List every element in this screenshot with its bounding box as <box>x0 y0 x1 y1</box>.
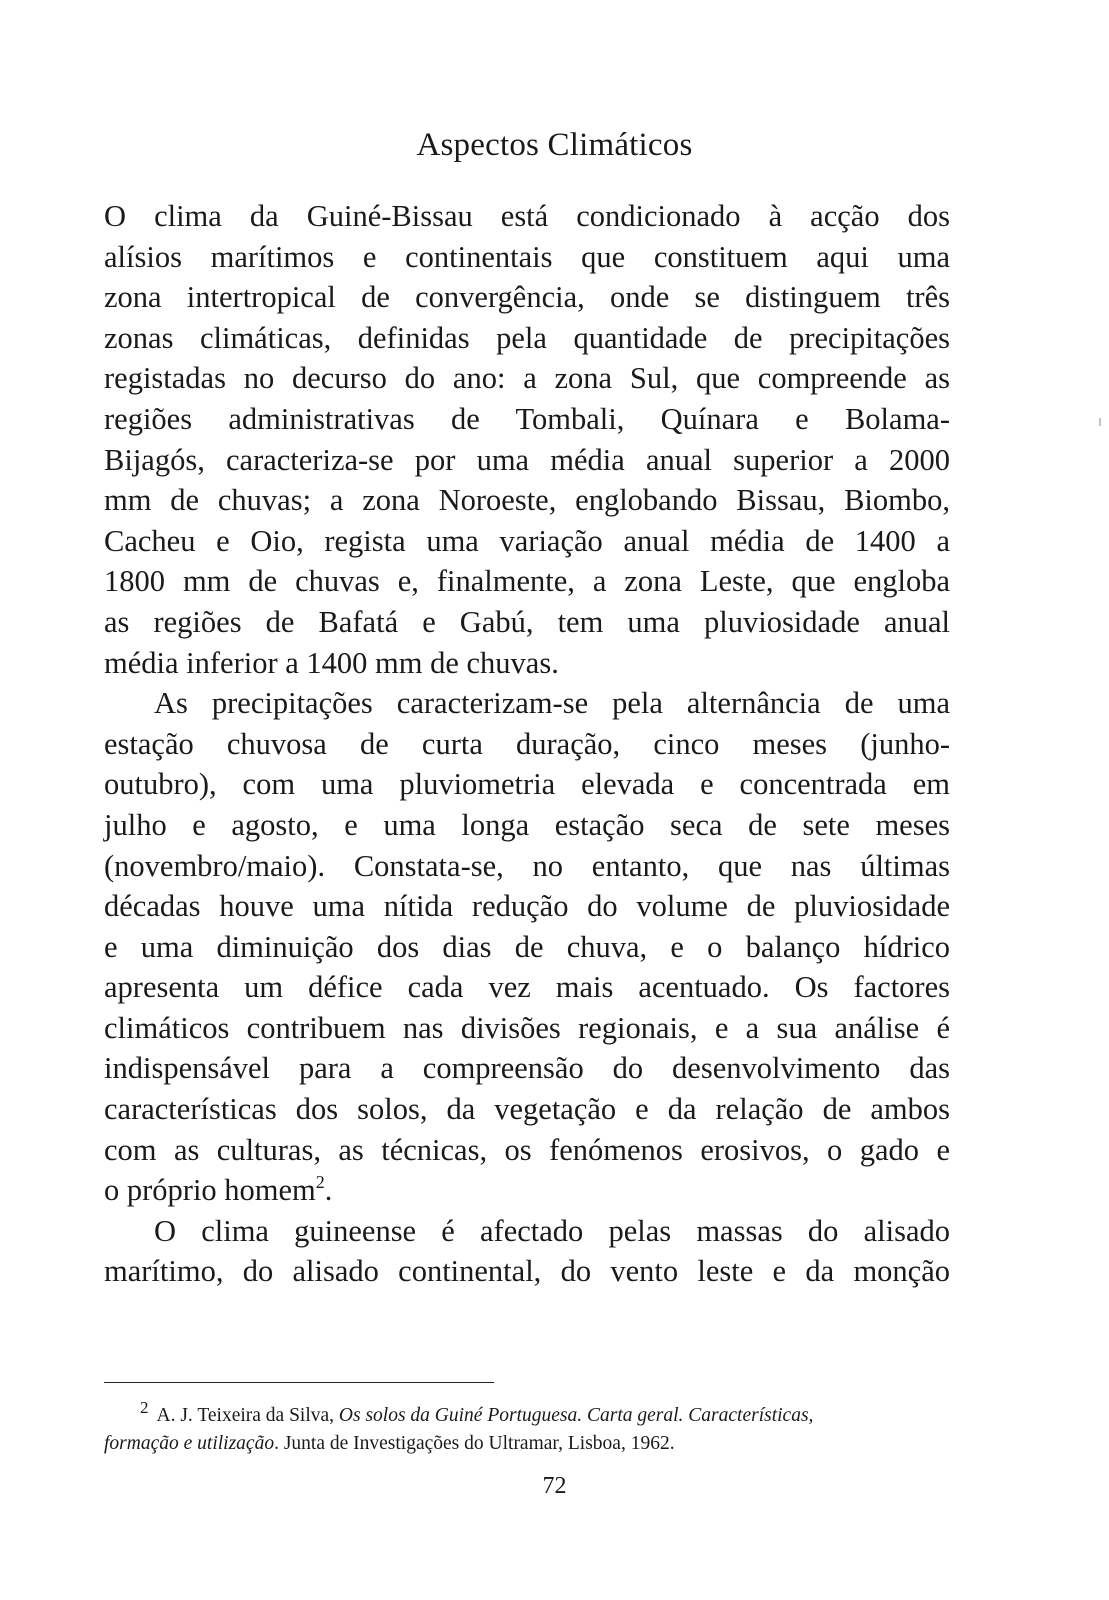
text-line: zonas climáticas, definidas pela quantidade de precipitações <box>104 320 950 355</box>
footnote-reference[interactable]: 2 <box>315 1172 325 1193</box>
text-line: O clima guineense é afectado pelas massas do alisado <box>154 1213 950 1248</box>
footnote-divider <box>104 1382 494 1383</box>
text-line: Cacheu e Oio, regista uma variação anual média de 1400 a <box>104 523 950 558</box>
footnote-subtitle: formação e utilização <box>104 1433 275 1454</box>
footnote-author: A. J. Teixeira da Silva, <box>156 1405 339 1426</box>
text-line: características dos solos, da vegetação e da relação de ambos <box>104 1092 950 1127</box>
page-title: Aspectos Climáticos <box>416 127 693 163</box>
text-line: estação chuvosa de curta duração, cinco meses (junho- <box>104 726 950 761</box>
text-line: as regiões de Bafatá e Gabú, tem uma pluviosidade anual <box>104 604 950 639</box>
text-line: média inferior a 1400 mm de chuvas. <box>104 645 559 680</box>
text-line: 1800 mm de chuvas e, finalmente, a zona Leste, que engloba <box>104 564 950 599</box>
text-line: As precipitações caracterizam-se pela alternância de uma <box>154 686 950 721</box>
footnote-line-1 <box>104 1398 950 1430</box>
footnote-number: 2 <box>140 1398 149 1417</box>
text-line: regiões administrativas de Tombali, Quínara e Bolama- <box>104 401 950 436</box>
text-line: (novembro/maio). Constata-se, no entanto, que nas últimas <box>104 848 950 883</box>
text-line: com as culturas, as técnicas, os fenómenos erosivos, o gado e <box>104 1132 950 1167</box>
text-line: outubro), com uma pluviometria elevada e concentrada em <box>104 767 950 802</box>
body-text <box>104 196 950 1292</box>
text-line-with-footnote <box>104 1170 950 1211</box>
text-line: e uma diminuição dos dias de chuva, e o balanço hídrico <box>104 929 950 964</box>
paragraph-3 <box>104 1211 950 1292</box>
sentence-period: . <box>324 1173 333 1208</box>
text-line: indispensável para a compreensão do desenvolvimento das <box>104 1051 950 1086</box>
footnote <box>104 1398 950 1458</box>
text-line: zona intertropical de convergência, onde se distinguem três <box>104 280 950 315</box>
text-line: alísios marítimos e continentais que constituem aqui uma <box>104 239 950 274</box>
footnote-title: Os solos da Guiné Portuguesa. Carta geral. Características, <box>338 1405 814 1426</box>
paragraph-1 <box>104 196 950 683</box>
page-number: 72 <box>542 1473 567 1499</box>
text-line: mm de chuvas; a zona Noroeste, englobando Bissau, Biombo, <box>104 483 950 518</box>
text-line: registadas no decurso do ano: a zona Sul, que compreende as <box>104 361 950 396</box>
text-line: climáticos contribuem nas divisões regionais, e a sua análise é <box>104 1010 950 1045</box>
scan-artifact <box>1099 418 1101 426</box>
text-line: décadas houve uma nítida redução do volume de pluviosidade <box>104 889 950 924</box>
footnote-line-2 <box>104 1430 950 1458</box>
text-line: Bijagós, caracteriza-se por uma média anual superior a 2000 <box>104 442 950 477</box>
paragraph-2 <box>104 683 950 1211</box>
text-line: julho e agosto, e uma longa estação seca de sete meses <box>104 807 950 842</box>
text-line: marítimo, do alisado continental, do vento leste e da monção <box>104 1254 950 1289</box>
text-line: O clima da Guiné-Bissau está condicionado à acção dos <box>104 199 950 233</box>
text-line: o próprio homem <box>104 1173 316 1208</box>
footnote-publisher: . Junta de Investigações do Ultramar, Lisboa, 1962. <box>274 1433 675 1454</box>
text-line: apresenta um défice cada vez mais acentuado. Os factores <box>104 970 950 1005</box>
